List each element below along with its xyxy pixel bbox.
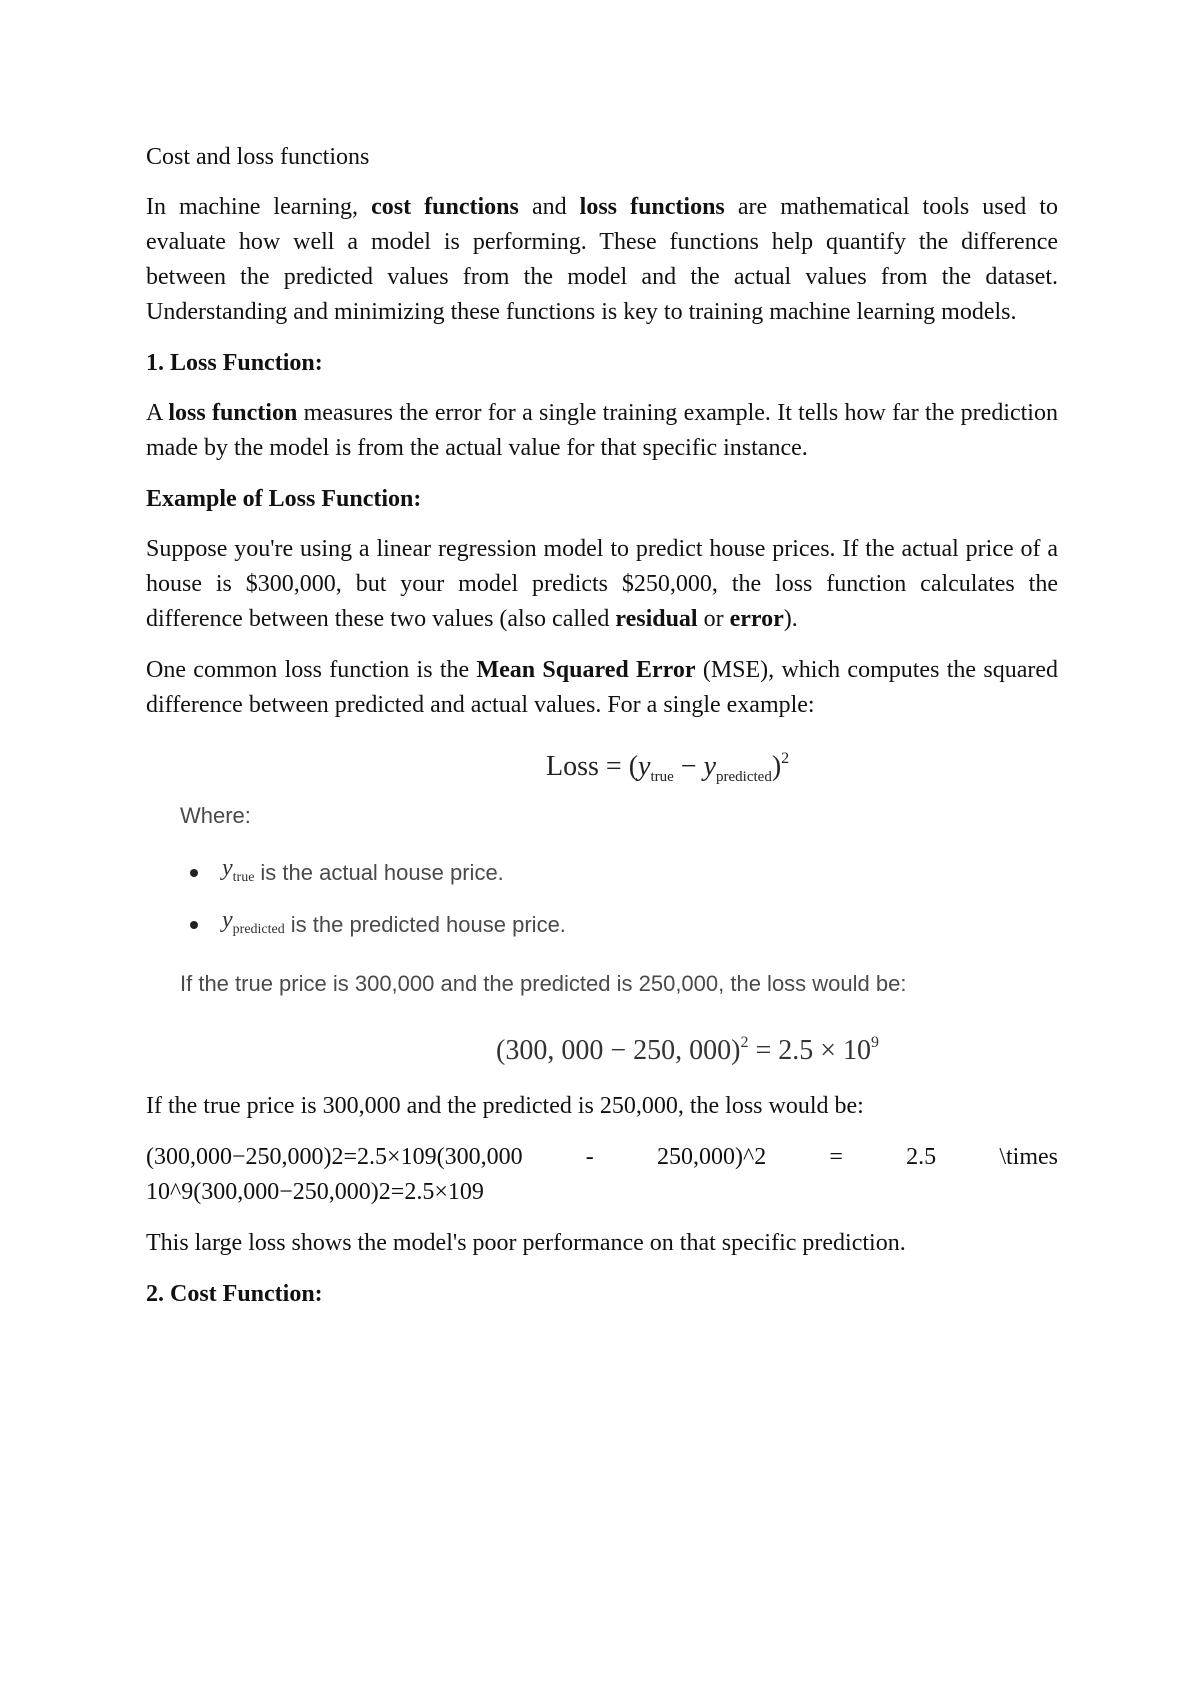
example-bold-residual: residual [615, 606, 698, 632]
intro-bold-loss: loss functions [579, 194, 725, 220]
section-heading-cost: 2. Cost Function: [146, 1281, 323, 1307]
loss-equation: Loss = $(y_{true} - y_{predicted})^2$ [546, 750, 790, 785]
variable-list [190, 847, 566, 951]
list-item [190, 847, 566, 899]
y-predicted-symbol: $y_{predicted}$ [222, 907, 285, 937]
embedded-loss-sentence: If the true price is 300,000 and the predicted is 250,000, the loss would be: [180, 971, 907, 996]
bullet-icon [190, 869, 198, 877]
intro-bold-cost: cost functions [371, 194, 519, 220]
bullet-text: is the actual house price. [260, 860, 504, 885]
embedded-screenshot [146, 739, 1058, 1073]
conclusion-paragraph: This large loss shows the model's poor performance on that specific prediction. [146, 1230, 906, 1256]
document-title: Cost and loss functions [146, 144, 370, 170]
mse-text-1: One common loss function is the [146, 657, 477, 683]
example-bold-error: error [729, 606, 784, 632]
bullet-text: is the predicted house price. [290, 912, 566, 937]
intro-text-1: In machine learning, [146, 194, 372, 220]
y-true-symbol: $y_{true}$ [222, 855, 255, 885]
example-text-1: Suppose you're using a linear regression model to predict house prices. If the actual price of a house is $300,000, but your model predicts $250,000, the loss function calculates the difference between these two values (also called [146, 536, 1058, 632]
example-text-2: or [697, 606, 730, 632]
example-paragraph [146, 532, 1058, 637]
loss-def-text-2: measures the error for a single training example. It tells how far the prediction made by the model is from the actual value for that specific instance. [146, 400, 1058, 461]
mse-paragraph [146, 653, 1058, 723]
bullet-icon [190, 921, 198, 929]
section-heading-loss: 1. Loss Function: [146, 350, 323, 376]
where-label: Where: [180, 803, 251, 828]
intro-text-2: and [518, 194, 580, 220]
numeric-equation: (300, 000 − 250, $000)^2 = 2.5 \times 10^9$ [496, 1034, 880, 1066]
example-heading: Example of Loss Function: [146, 486, 422, 512]
loss-def-bold: loss function [168, 400, 298, 426]
formula-text: (300,000−250,000)2=2.5×109(300,000 - 250,000)^2 = 2.5 \times 10^9(300,000−250,000)2=2.5×109 [146, 1144, 1058, 1205]
example-text-3: ). [783, 606, 798, 632]
mse-text-2: (MSE), which computes the squared difference between predicted and actual values. For a single example: [146, 657, 1058, 718]
intro-text-3: are mathematical tools used to evaluate how well a model is performing. These functions help quantify the difference between the predicted values from the model and the actual values from the dataset. Understanding and minimizing these functions is key to training machine learning models. [146, 194, 1059, 325]
document-body [146, 140, 1058, 1327]
loss-definition-paragraph [146, 396, 1058, 466]
loss-sentence: If the true price is 300,000 and the predicted is 250,000, the loss would be: [146, 1093, 864, 1119]
intro-paragraph [146, 190, 1058, 330]
mse-bold: Mean Squared Error [476, 657, 696, 683]
loss-def-text-1: A [146, 400, 169, 426]
list-item [190, 899, 566, 951]
